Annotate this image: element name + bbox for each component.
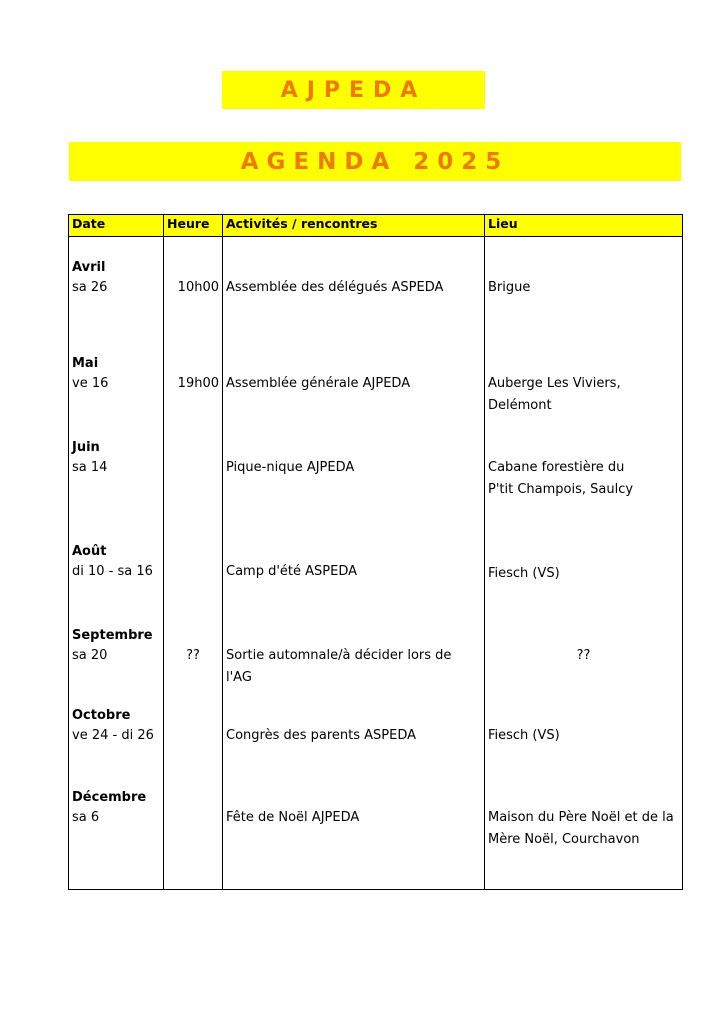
activity-cell: Sortie automnale/à décider lors de l'AG [226,648,452,685]
place-cell: Maison du Père Noël et de la [488,810,674,825]
time-cell: 19h00 [177,376,219,391]
agenda-title: AGENDA 2025 [69,142,681,181]
place-cell-line2: Mère Noël, Courchavon [488,832,640,847]
agenda-table [68,214,683,890]
place-cell: Fiesch (VS) [488,566,560,581]
table-header-row [69,215,683,237]
month-label: Avril [72,260,106,275]
activity-cell: Pique-nique AJPEDA [226,460,355,475]
month-label: Septembre [72,628,153,643]
month-label: Mai [72,356,99,371]
table-row [69,605,683,689]
date-cell: sa 26 [72,280,108,295]
table-row [69,237,683,334]
header-place: Lieu [485,215,683,237]
place-cell: ?? [576,648,591,663]
activity-cell: Assemblée des délégués ASPEDA [226,280,444,295]
activity-cell: Camp d'été ASPEDA [226,564,358,579]
time-cell: 10h00 [177,280,219,295]
org-title: AJPEDA [222,71,485,109]
month-label: Octobre [72,708,131,723]
table-row [69,771,683,890]
header-time: Heure [164,215,223,237]
date-cell: sa 14 [72,460,108,475]
date-cell: ve 24 - di 26 [72,728,154,743]
activity-cell: Fête de Noël AJPEDA [226,810,360,825]
header-date: Date [69,215,164,237]
place-cell: Cabane forestière du [488,460,625,475]
table-row [69,521,683,605]
date-cell: sa 20 [72,648,108,663]
date-cell: sa 6 [72,810,100,825]
place-cell-line2: P'tit Champois, Saulcy [488,482,634,497]
header-activity: Activités / rencontres [223,215,485,237]
month-label: Août [72,544,107,559]
table-row [69,333,683,417]
table-row [69,689,683,771]
place-cell: Brigue [488,280,531,295]
date-cell: ve 16 [72,376,109,391]
date-cell: di 10 - sa 16 [72,564,153,579]
time-cell: ?? [186,648,200,663]
place-cell: Fiesch (VS) [488,728,560,743]
table-row [69,417,683,521]
month-label: Décembre [72,790,147,805]
activity-cell: Assemblée générale AJPEDA [226,376,411,391]
place-cell: Auberge Les Viviers, Delémont [488,376,621,413]
month-label: Juin [72,440,100,455]
activity-cell: Congrès des parents ASPEDA [226,728,417,743]
